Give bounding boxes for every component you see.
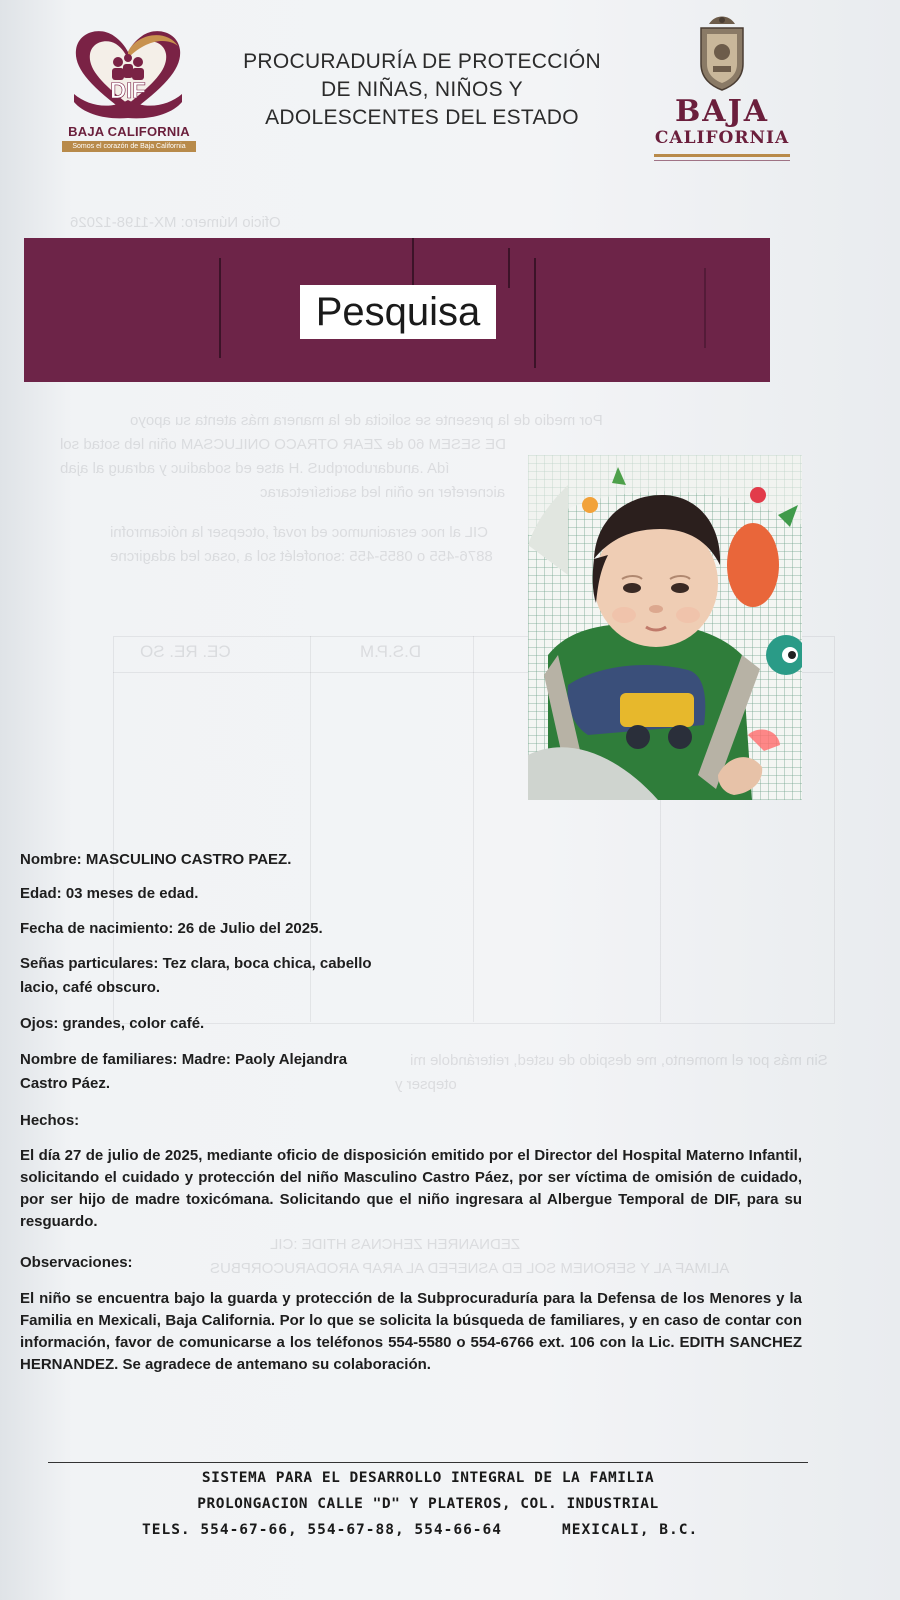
bleed-through-line xyxy=(473,636,474,1022)
dif-emblem-text: DIF xyxy=(110,78,146,103)
distinguishing-features-line-1: Señas particulares: Tez clara, boca chica, cabello xyxy=(20,955,372,972)
child-photo-icon xyxy=(528,455,802,800)
dif-slogan: Somos el corazón de Baja California xyxy=(62,141,196,152)
child-photo xyxy=(528,455,802,800)
agency-title xyxy=(222,48,622,132)
bleed-through-text: otepser y xyxy=(395,1076,457,1093)
child-age: Edad: 03 meses de edad. xyxy=(20,885,199,902)
agency-line-2: DE NIÑAS, NIÑOS Y xyxy=(321,78,523,101)
observations-heading: Observaciones: xyxy=(20,1254,133,1271)
state-name-word-1: BAJA xyxy=(674,94,770,129)
eyes-description: Ojos: grandes, color café. xyxy=(20,1015,205,1032)
bleed-through-text: CIL al noc esracinumoc ed rovaf ,otcepser la nóicamrofni xyxy=(110,524,488,541)
bleed-through-text: D.S.P.M xyxy=(360,642,422,661)
dif-logo xyxy=(58,24,200,154)
agency-line-3: ADOLESCENTES DEL ESTADO xyxy=(265,106,579,129)
coat-of-arms-icon xyxy=(695,14,749,92)
bleed-through-text: DE SESEM 60 de ZEAR OTRACO ONILUCSAM oñin leb sotad sol xyxy=(60,436,506,453)
birth-date: Fecha de nacimiento: 26 de Julio del 2025. xyxy=(20,920,323,937)
bleed-through-text: 8876-455 o 0855-455 :sonofelét sol a ,osac led adagircne xyxy=(110,548,493,565)
footer-city: MEXICALI, B.C. xyxy=(562,1522,699,1538)
bleed-through-text: ídA .anudaruborqbuS .H atse ed sodadiuc y adraug al ajab xyxy=(60,460,450,477)
bleed-through-text: CE. RE. SO xyxy=(140,642,231,661)
family-names-line-2: Castro Páez. xyxy=(20,1075,111,1092)
family-names-line-1: Nombre de familiares: Madre: Paoly Alejandra xyxy=(20,1051,348,1068)
bleed-through-text: aicnerefer ne oñin led sacitsíretcarac xyxy=(260,484,506,501)
footer-address: PROLONGACION CALLE "D" Y PLATEROS, COL. INDUSTRIAL xyxy=(197,1496,659,1512)
footer-phones: TELS. 554-67-66, 554-67-88, 554-66-64 xyxy=(142,1522,503,1538)
baja-california-logo xyxy=(650,14,794,164)
print-streak xyxy=(508,248,510,288)
bleed-through-text: ZEDNANREH ZEHCNAS HTIDE :CIL xyxy=(270,1236,521,1253)
distinguishing-features-line-2: lacio, café obscuro. xyxy=(20,979,161,996)
page-title: Pesquisa xyxy=(300,285,496,339)
bleed-through-text: ALIMAF AL Y SERONEM SOL ED ASNEFED AL ARAP ARODARUCORPBUS xyxy=(210,1260,730,1277)
dif-heart-icon xyxy=(70,24,186,120)
facts-heading: Hechos: xyxy=(20,1112,80,1129)
agency-line-1: PROCURADURÍA DE PROTECCIÓN xyxy=(243,50,601,73)
bleed-through-text: Oficio Número: MX-1198-12026 xyxy=(70,214,281,231)
bleed-through-text: Por medio de la presente se solicita de la manera más atenta su apoyo xyxy=(130,412,603,429)
bleed-through-text: Sin más por el momento, me despido de usted, reiterándole mi xyxy=(410,1052,828,1069)
print-streak xyxy=(534,258,536,368)
print-streak xyxy=(412,238,414,288)
print-streak xyxy=(219,258,221,358)
footer-organization: SISTEMA PARA EL DESARROLLO INTEGRAL DE LA FAMILIA xyxy=(201,1470,655,1486)
footer-divider xyxy=(48,1462,808,1463)
print-streak xyxy=(704,268,706,348)
observations-text: El niño se encuentra bajo la guarda y protección de la Subprocuraduría para la Defensa de los Menores y la Familia en Mexicali, Baja California. Por lo que se solicita la búsqueda de familiares, y en caso de contar con información, favor de comunicarse a los teléfonos 554-5580 o 554-6766 ext. 106 con la Lic. EDITH SANCHEZ HERNANDEZ. Se agradece de antemano su colaboración. xyxy=(20,1290,802,1373)
child-name: Nombre: MASCULINO CASTRO PAEZ. xyxy=(20,851,292,868)
state-logo-rule xyxy=(654,154,790,157)
state-name-word-2: CALIFORNIA xyxy=(654,128,790,148)
state-logo-rule-thin xyxy=(654,160,790,161)
facts-text: El día 27 de julio de 2025, mediante oficio de disposición emitido por el Director del Hospital Materno Infantil, solicitando el cuidado y protección del niño Masculino Castro Páez, por ser víctima de omisión de cuidado, por ser hijo de madre toxicómana. Solicitando que el niño ingresara al Albergue Temporal de DIF, para su resguardo. xyxy=(20,1147,802,1230)
dif-name: BAJA CALIFORNIA xyxy=(68,124,190,139)
